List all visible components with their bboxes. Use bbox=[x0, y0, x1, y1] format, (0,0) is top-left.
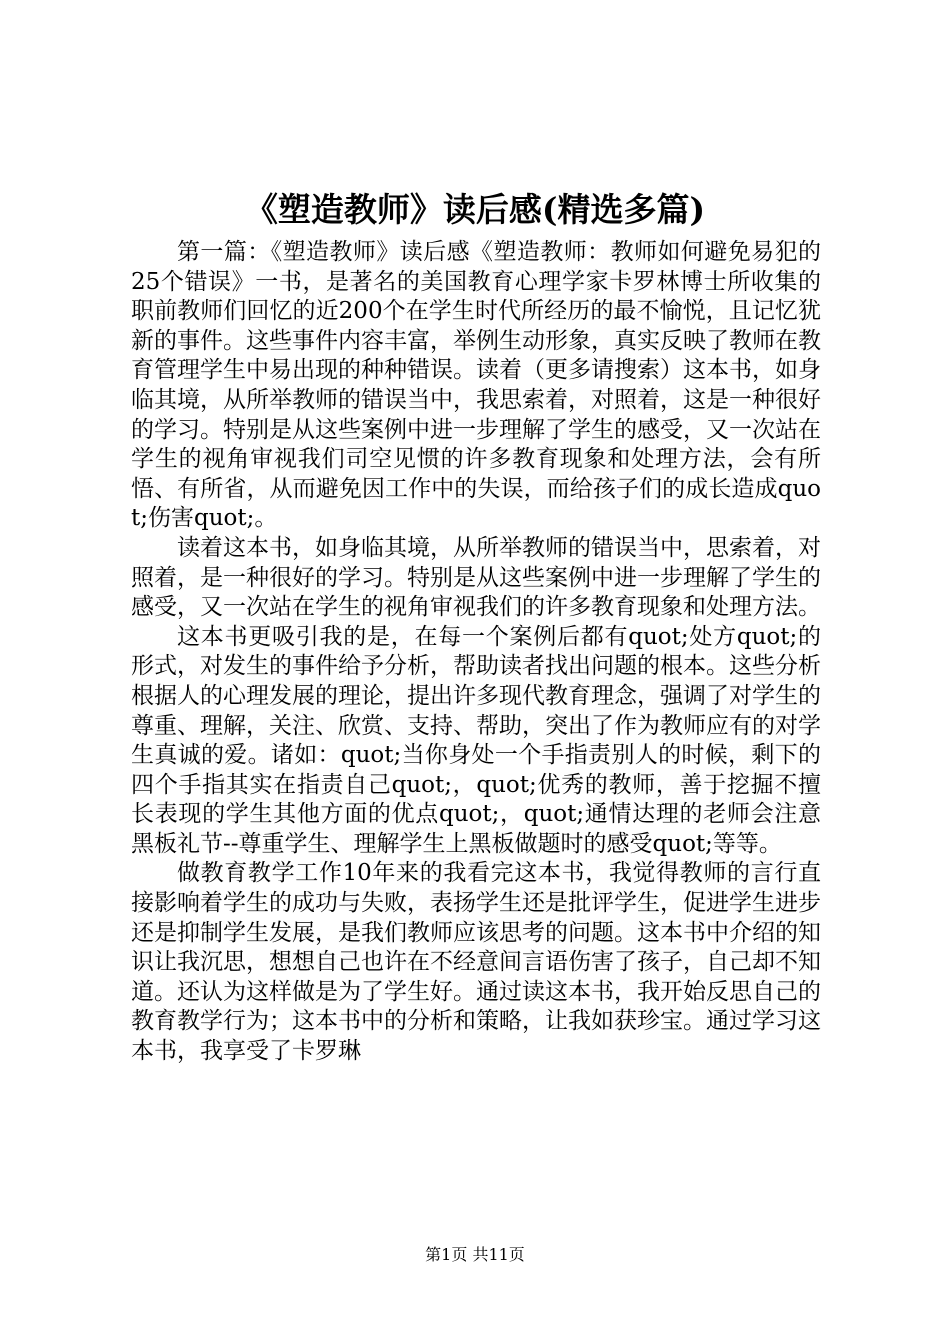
document-body bbox=[131, 238, 821, 1067]
paragraph-3: 这本书更吸引我的是，在每一个案例后都有quot;处方quot;的形式，对发生的事件给予分析，帮助读者找出问题的根本。这些分析根据人的心理发展的理论，提出许多现代教育理念，强调了对学生的尊重、理解，关注、欣赏、支持、帮助，突出了作为教师应有的对学生真诚的爱。诸如：quot;当你身处一个手指责别人的时候，剩下的四个手指其实在指责自己quot;，quot;优秀的教师，善于挖掘不擅长表现的学生其他方面的优点quot;，quot;通情达理的老师会注意黑板礼节--尊重学生、理解学生上黑板做题时的感受quot;等等。 bbox=[131, 623, 821, 857]
paragraph-4: 做教育教学工作10年来的我看完这本书，我觉得教师的言行直接影响着学生的成功与失败，表扬学生还是批评学生，促进学生进步还是抑制学生发展，是我们教师应该思考的问题。这本书中介绍的知识让我沉思，想想自己也许在不经意间言语伤害了孩子，自己却不知道。还认为这样做是为了学生好。通过读这本书，我开始反思自己的教育教学行为；这本书中的分析和策略，让我如获珍宝。通过学习这本书，我享受了卡罗琳 bbox=[131, 860, 821, 1065]
document-title: 《塑造教师》读后感(精选多篇) bbox=[244, 190, 706, 229]
page-footer: 第1页 共11页 bbox=[425, 1245, 525, 1264]
paragraph-2: 读着这本书，如身临其境，从所举教师的错误当中，思索着，对照着，是一种很好的学习。特别是从这些案例中进一步理解了学生的感受，又一次站在学生的视角审视我们的许多教育现象和处理方法。 bbox=[131, 534, 821, 621]
paragraph-1: 第一篇：《塑造教师》读后感《塑造教师：教师如何避免易犯的25个错误》一书，是著名的美国教育心理学家卡罗林博士所收集的职前教师们回忆的近200个在学生时代所经历的最不愉悦，且记忆犹新的事件。这些事件内容丰富，举例生动形象，真实反映了教师在教育管理学生中易出现的种种错误。读着（更多请搜索）这本书，如身临其境，从所举教师的错误当中，我思索着，对照着，这是一种很好的学习。特别是从这些案例中进一步理解了学生的感受，又一次站在学生的视角审视我们司空见惯的许多教育现象和处理方法，会有所悟、有所省，从而避免因工作中的失误，而给孩子们的成长造成quot;伤害quot;。 bbox=[131, 239, 821, 532]
